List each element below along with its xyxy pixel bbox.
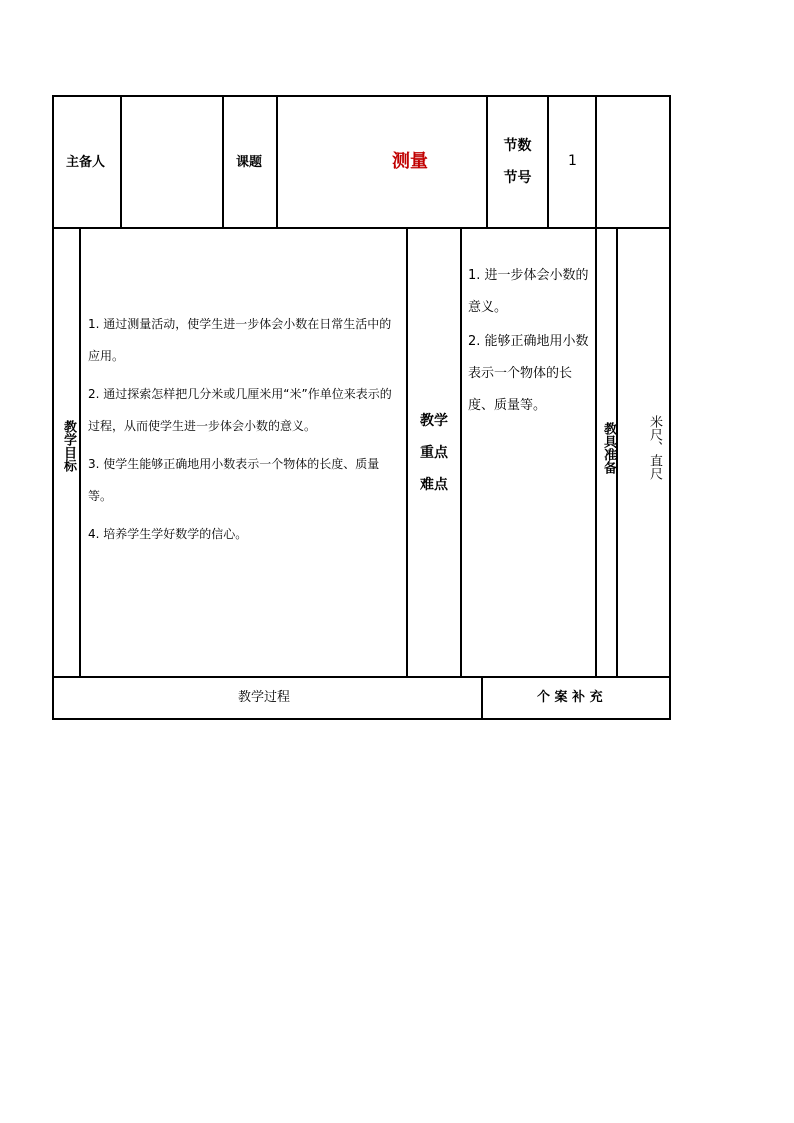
keypoint-item: 2. 能够正确地用小数表示一个物体的长度、质量等。 [468,334,589,413]
section-value: 1 [568,153,577,169]
topic-title: 测量 [392,151,428,172]
topic-value-cell [276,95,488,229]
process-label: 教学过程 [238,690,291,705]
keypoints-label [408,405,460,501]
keypoints-list [468,260,592,424]
tools-label: 教具准备 [601,422,616,474]
lead-value-cell [120,95,224,229]
objective-item: 3. 使学生能够正确地用小数表示一个物体的长度、质量等。 [88,457,380,503]
objective-item: 2. 通过探索怎样把几分米或几厘米用“米”作单位来表示的过程，从而使学生进一步体会小数的意义。 [88,387,392,433]
objective-item: 4. 培养学生学好数学的信心。 [88,527,248,541]
extra-header-cell [595,95,671,229]
objectives-label: 教学目标 [61,420,76,472]
keypoints-label-line2: 重点 [420,445,448,461]
lead-label: 主备人 [66,155,106,170]
section-label-line2: 节号 [503,170,532,186]
keypoints-label-line1: 教学 [420,413,448,429]
section-label [488,130,547,194]
supplement-label: 个 案 补 充 [537,690,603,705]
keypoint-item: 1. 进一步体会小数的意义。 [468,268,589,315]
keypoints-label-line3: 难点 [420,477,448,493]
section-label-line1: 节数 [503,138,532,154]
objectives-list [88,308,400,556]
tools-value: 米尺、直尺 [647,415,662,480]
topic-label: 课题 [236,155,263,170]
objective-item: 1. 通过测量活动，使学生进一步体会小数在日常生活中的应用。 [88,317,392,363]
